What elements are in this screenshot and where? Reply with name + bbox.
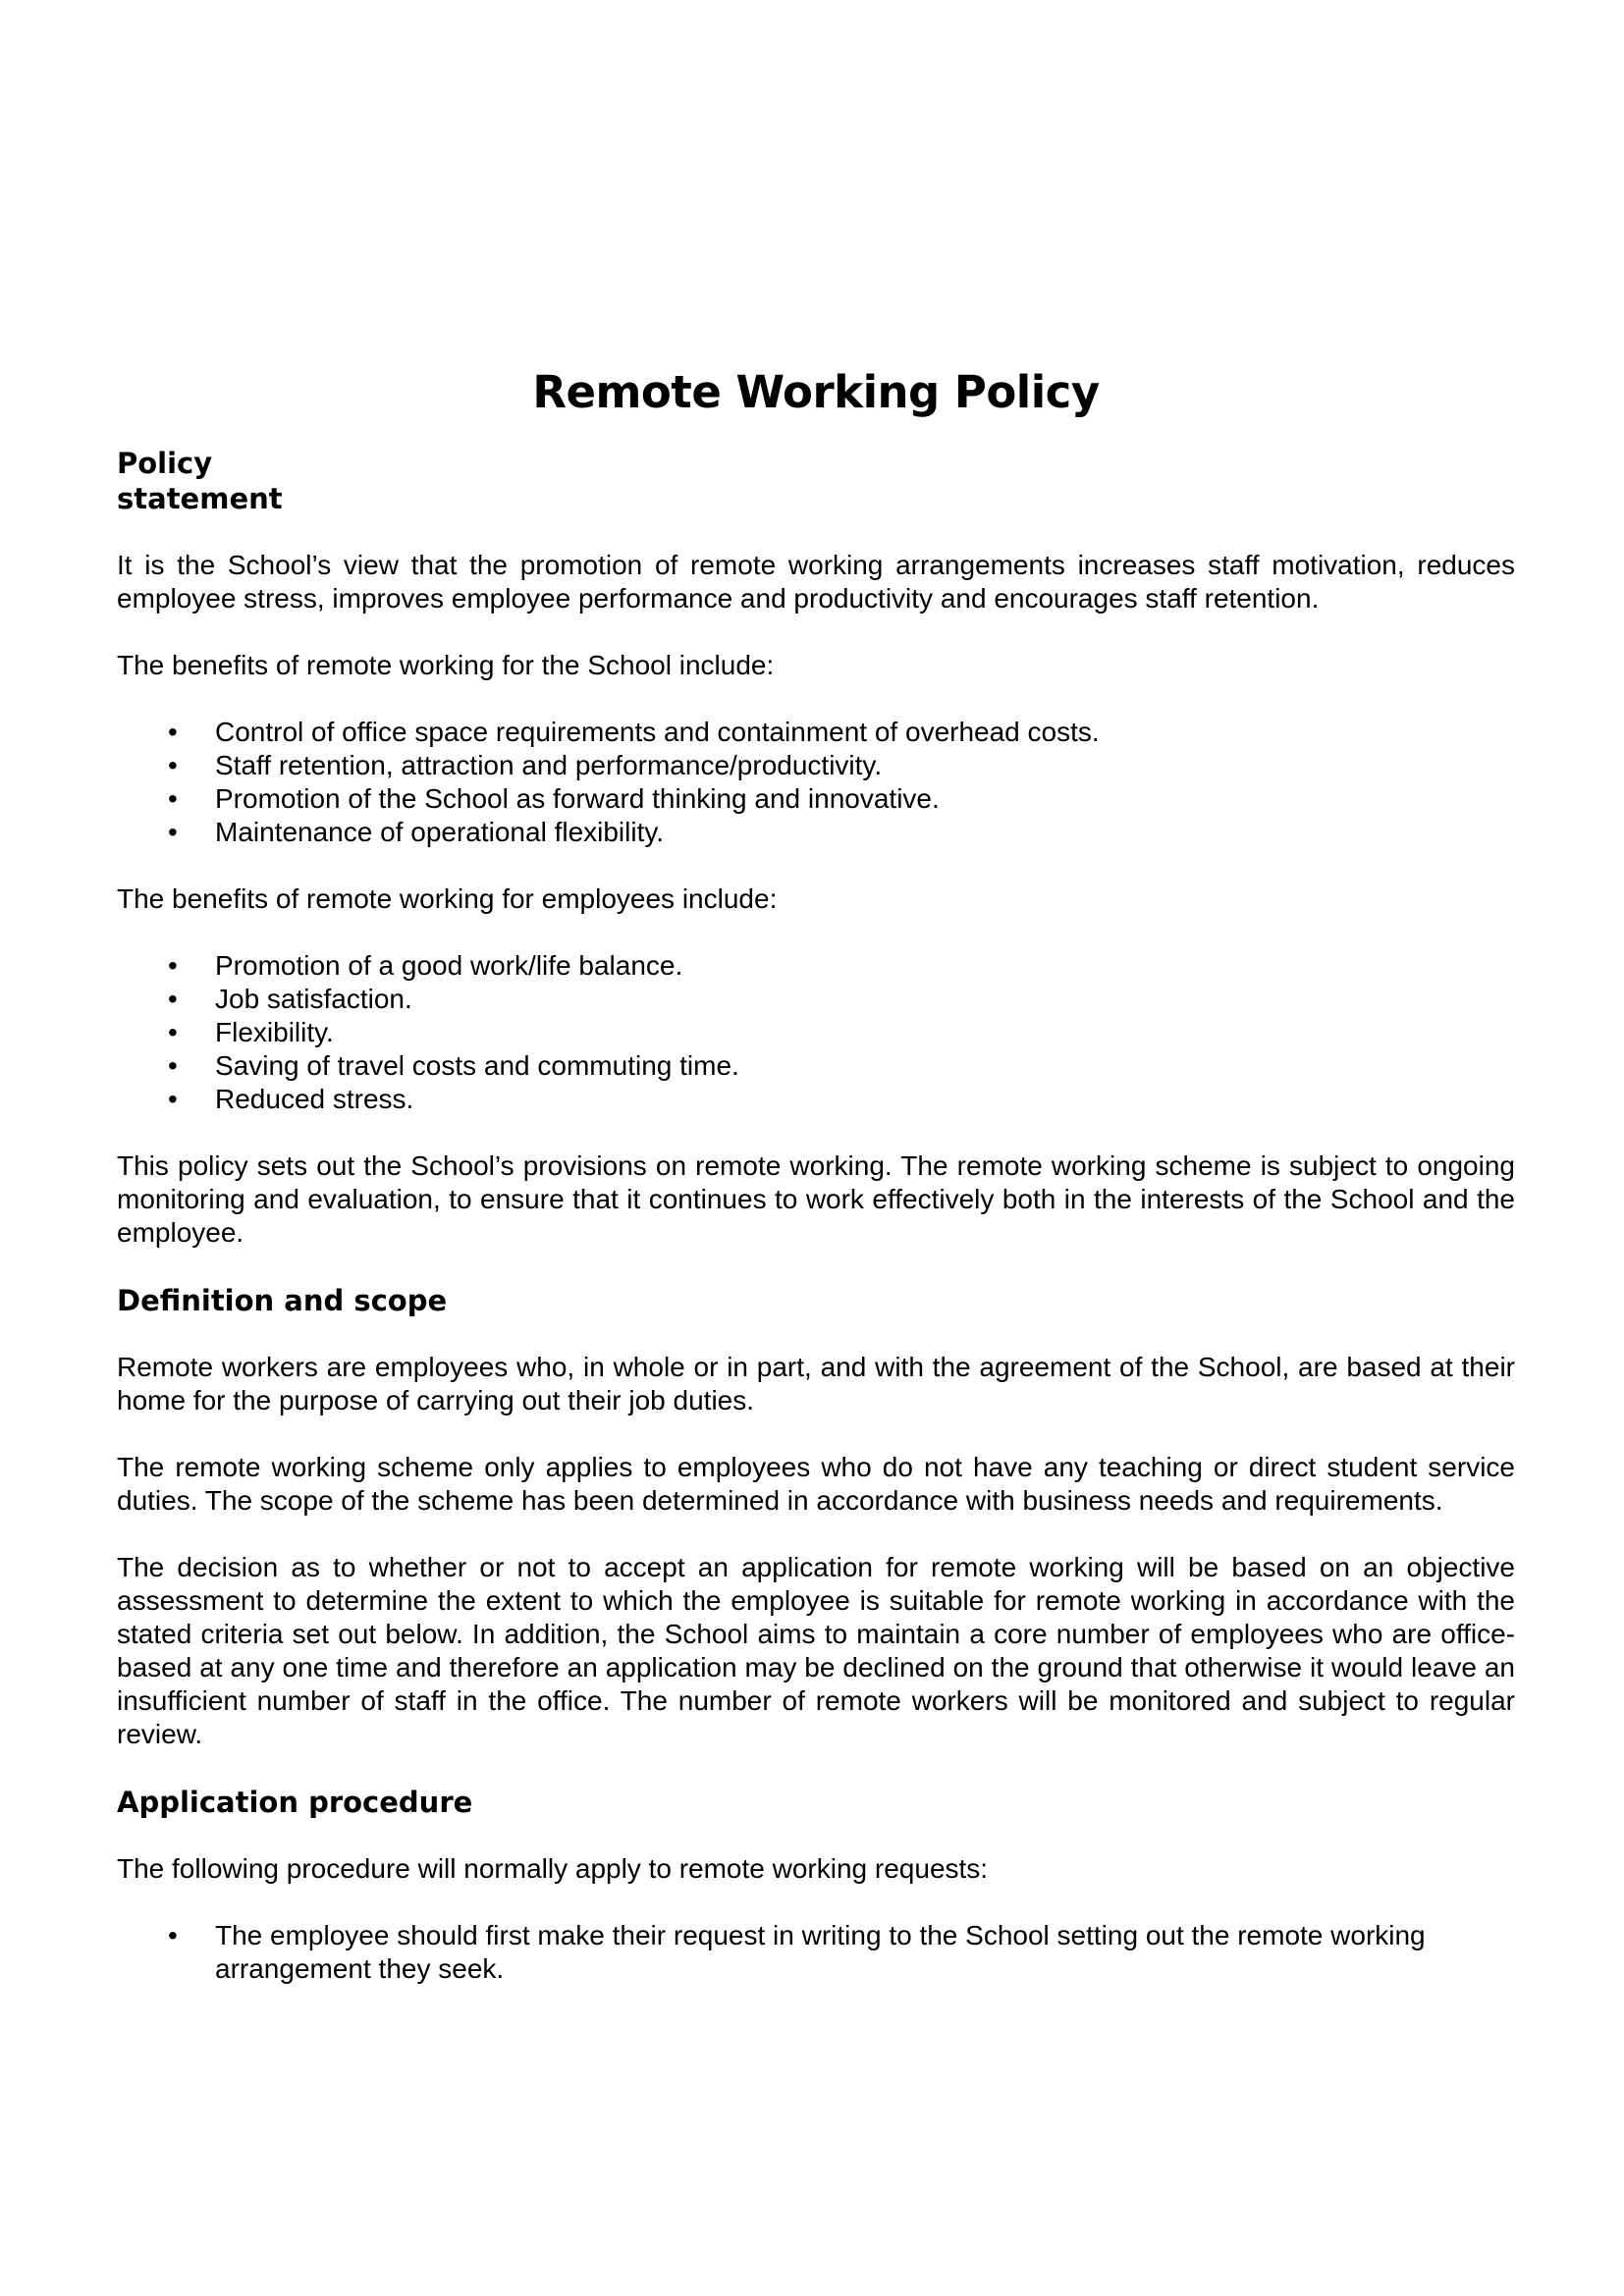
list-item bbox=[117, 1083, 1515, 1116]
document-body bbox=[117, 361, 1515, 1986]
section-heading-application-procedure: Application procedure bbox=[117, 1786, 473, 1819]
school-benefits-list bbox=[117, 716, 1515, 849]
heading-line: statement bbox=[117, 482, 283, 515]
list-item bbox=[117, 1919, 1515, 1986]
definition-paragraph-1: Remote workers are employees who, in whole or in part, and with the agreement of the School, are based at their home for the purpose of carrying out their job duties. bbox=[117, 1352, 1515, 1415]
definition-paragraph-2: The remote working scheme only applies to employees who do not have any teaching or direct student service duties. The scope of the scheme has been determined in accordance with business needs and requirements. bbox=[117, 1452, 1515, 1516]
policy-closing-paragraph: This policy sets out the School’s provisions on remote working. The remote working scheme is subject to ongoing monitoring and evaluation, to ensure that it continues to work effectively both in the interests of the School and the employee. bbox=[117, 1150, 1515, 1248]
definition-paragraph-3: The decision as to whether or not to accept an application for remote working will be based on an objective assessment to determine the extent to which the employee is suitable for remote working in accordance with the stated criteria set out below. In addition, the School aims to maintain a core number of employees who are office-based at any one time and therefore an application may be declined on the ground that otherwise it would leave an insufficient number of staff in the office. The number of remote workers will be monitored and subject to regular review. bbox=[117, 1552, 1515, 1749]
bullet-icon: • bbox=[168, 717, 178, 747]
list-item bbox=[117, 1049, 1515, 1083]
document-title: Remote Working Policy bbox=[532, 366, 1100, 418]
list-item-text: Job satisfaction. bbox=[215, 984, 412, 1014]
employee-benefits-lead: The benefits of remote working for employees include: bbox=[117, 883, 778, 914]
policy-intro-paragraph: It is the School’s view that the promotion of remote working arrangements increases staff motivation, reduces employee stress, improves employee performance and productivity and encourages staff retention. bbox=[117, 550, 1515, 614]
list-item-text: Reduced stress. bbox=[215, 1084, 414, 1114]
list-item bbox=[117, 949, 1515, 983]
heading-line: Policy bbox=[117, 447, 213, 480]
list-item-text: Flexibility. bbox=[215, 1017, 334, 1047]
bullet-icon: • bbox=[168, 817, 178, 847]
list-item-text: Saving of travel costs and commuting time. bbox=[215, 1050, 739, 1081]
bullet-icon: • bbox=[168, 750, 178, 780]
list-item bbox=[117, 782, 1515, 816]
list-item-text: Promotion of a good work/life balance. bbox=[215, 950, 683, 981]
application-steps-list bbox=[117, 1919, 1515, 1986]
bullet-icon: • bbox=[168, 1050, 178, 1081]
list-item bbox=[117, 749, 1515, 782]
bullet-icon: • bbox=[168, 950, 178, 981]
bullet-icon: • bbox=[168, 1017, 178, 1047]
bullet-icon: • bbox=[168, 1920, 178, 1950]
school-benefits-lead: The benefits of remote working for the School include: bbox=[117, 650, 775, 680]
section-heading-policy-statement bbox=[117, 446, 283, 516]
list-item-text: Control of office space requirements and containment of overhead costs. bbox=[215, 717, 1100, 747]
list-item bbox=[117, 816, 1515, 849]
list-item bbox=[117, 1016, 1515, 1049]
list-item bbox=[117, 716, 1515, 749]
section-heading-definition-scope: Definition and scope bbox=[117, 1284, 448, 1317]
list-item-text: Staff retention, attraction and performance/productivity. bbox=[215, 750, 883, 780]
bullet-icon: • bbox=[168, 984, 178, 1014]
bullet-icon: • bbox=[168, 783, 178, 814]
application-lead: The following procedure will normally apply to remote working requests: bbox=[117, 1853, 989, 1884]
list-item-text: Promotion of the School as forward thinking and innovative. bbox=[215, 783, 940, 814]
list-item-text: Maintenance of operational flexibility. bbox=[215, 817, 665, 847]
list-item-text: The employee should first make their request in writing to the School setting out the remote working arrangement they seek. bbox=[215, 1920, 1426, 1984]
bullet-icon: • bbox=[168, 1084, 178, 1114]
list-item bbox=[117, 983, 1515, 1016]
employee-benefits-list bbox=[117, 949, 1515, 1116]
